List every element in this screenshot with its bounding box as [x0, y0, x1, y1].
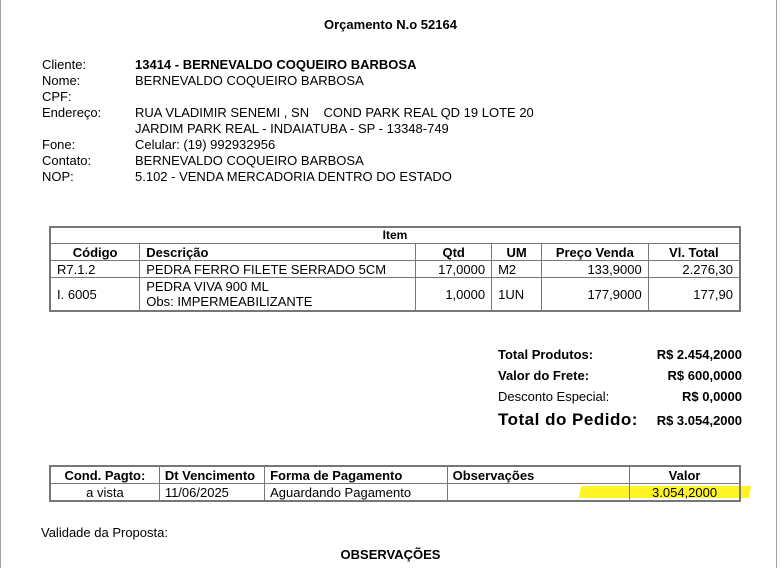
cpf-label: CPF: [42, 89, 72, 104]
client-value: 13414 - BERNEVALDO COQUEIRO BARBOSA [135, 57, 417, 72]
frete-row [498, 365, 742, 386]
item-qtd: 17,0000 [416, 261, 492, 278]
items-group-header: Item [50, 227, 740, 244]
item-total: 2.276,30 [648, 261, 740, 278]
table-row [50, 484, 740, 502]
total-produtos-row [498, 344, 742, 365]
contact-row [42, 153, 534, 169]
contact-label: Contato: [42, 153, 92, 168]
address-row-2 [42, 121, 534, 137]
item-descricao-cell [140, 278, 416, 312]
name-label: Nome: [42, 73, 81, 88]
desconto-row [498, 386, 742, 407]
item-preco: 177,9000 [542, 278, 649, 312]
phone-value: Celular: (19) 992932956 [135, 137, 276, 152]
desconto-value: R$ 0,0000 [682, 389, 742, 404]
payment-forma: Aguardando Pagamento [265, 484, 448, 502]
payment-header-row [50, 466, 740, 484]
total-pedido-label: Total do Pedido: [498, 410, 638, 429]
client-label: Cliente: [42, 57, 87, 72]
total-pedido-row [498, 407, 742, 433]
nop-row [42, 169, 534, 185]
totals-block [498, 344, 742, 433]
name-row [42, 73, 534, 89]
item-preco: 133,9000 [542, 261, 649, 278]
address-line-2: JARDIM PARK REAL - INDAIATUBA - SP - 13348-749 [135, 121, 449, 136]
item-obs: Obs: IMPERMEABILIZANTE [146, 294, 313, 309]
address-label: Endereço: [42, 105, 102, 120]
cpf-row [42, 89, 534, 105]
validade-label: Validade da Proposta: [41, 525, 168, 540]
document-title: Orçamento N.o 52164 [324, 17, 457, 32]
frete-value: R$ 600,0000 [667, 368, 742, 383]
payment-cond: a vista [50, 484, 159, 502]
item-codigo: I. 6005 [50, 278, 140, 312]
items-header-row [50, 244, 740, 261]
payment-obs [447, 484, 630, 502]
item-um: 1UN [492, 278, 542, 312]
frete-label: Valor do Frete: [498, 368, 590, 383]
address-line-1: RUA VLADIMIR SENEMI , SN COND PARK REAL QD 19 LOTE 20 [135, 105, 534, 120]
col-preco: Preço Venda [542, 244, 649, 261]
col-descricao: Descrição [140, 244, 416, 261]
col-forma: Forma de Pagamento [265, 466, 448, 484]
total-pedido-value: R$ 3.054,2000 [656, 412, 742, 428]
item-descricao: PEDRA FERRO FILETE SERRADO 5CM [140, 261, 416, 278]
observacoes-title: OBSERVAÇÕES [340, 547, 441, 562]
col-valor: Valor [630, 466, 740, 484]
nop-value: 5.102 - VENDA MERCADORIA DENTRO DO ESTADO [135, 169, 452, 184]
col-um: UM [492, 244, 542, 261]
total-produtos-value: R$ 2.454,2000 [656, 347, 742, 362]
item-um: M2 [492, 261, 542, 278]
items-table [49, 226, 741, 312]
phone-row [42, 137, 534, 153]
items-group-header-row [50, 227, 740, 244]
payment-table [49, 465, 741, 502]
item-codigo: R7.1.2 [50, 261, 140, 278]
client-row [42, 57, 534, 73]
item-total: 177,90 [648, 278, 740, 312]
item-qtd: 1,0000 [416, 278, 492, 312]
col-observacoes: Observações [447, 466, 630, 484]
nop-label: NOP: [42, 169, 74, 184]
address-row [42, 105, 534, 121]
col-cond-pagto: Cond. Pagto: [50, 466, 159, 484]
col-qtd: Qtd [416, 244, 492, 261]
contact-value: BERNEVALDO COQUEIRO BARBOSA [135, 153, 364, 168]
client-info [42, 57, 534, 185]
total-produtos-label: Total Produtos: [498, 347, 594, 362]
payment-vencimento: 11/06/2025 [159, 484, 264, 502]
col-vencimento: Dt Vencimento [159, 466, 264, 484]
phone-label: Fone: [42, 137, 76, 152]
table-row [50, 261, 740, 278]
item-descricao: PEDRA VIVA 900 ML [146, 279, 269, 294]
name-value: BERNEVALDO COQUEIRO BARBOSA [135, 73, 364, 88]
desconto-label: Desconto Especial: [498, 389, 610, 404]
col-codigo: Código [50, 244, 140, 261]
address-label-blank [42, 121, 135, 137]
col-total: Vl. Total [648, 244, 740, 261]
payment-valor: 3.054,2000 [630, 484, 740, 502]
table-row [50, 278, 740, 312]
